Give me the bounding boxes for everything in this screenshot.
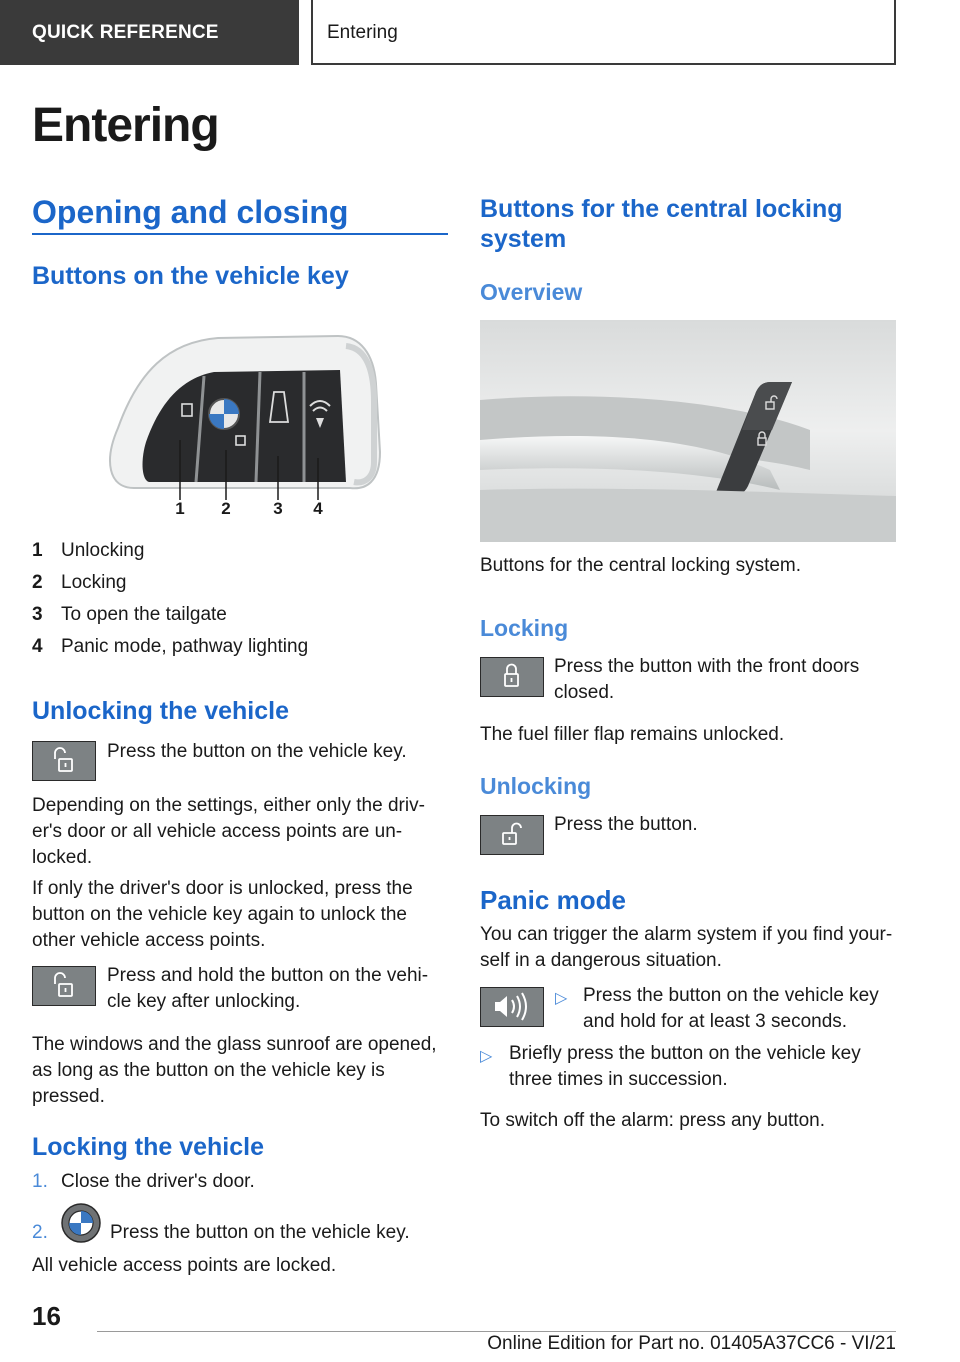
bmw-logo-icon <box>60 1202 102 1244</box>
text-line: er's door or all vehicle access points are un‐ <box>32 821 403 842</box>
key-callout-3: 3 <box>273 499 283 518</box>
heading-locking: Locking <box>480 615 569 641</box>
text-line: cle key after unlocking. <box>107 991 301 1012</box>
bullet-2-text <box>509 1041 861 1093</box>
unlocking-text: Press the button. <box>554 814 698 835</box>
locking-text <box>554 654 859 706</box>
heading-locking-vehicle: Locking the vehicle <box>32 1133 265 1161</box>
legend-num: 3 <box>32 604 43 625</box>
unlock-hold-button-icon <box>32 966 96 1006</box>
unlock-paragraph-2 <box>32 876 413 954</box>
text-line: Depending on the settings, either only the driv‐ <box>32 795 425 816</box>
heading-unlocking: Unlocking <box>480 773 592 799</box>
text-line: Buttons for the central locking <box>480 195 843 223</box>
legend-text: Unlocking <box>61 540 145 561</box>
text-line: If only the driver's door is unlocked, press the <box>32 878 413 899</box>
text-line: system <box>480 225 567 253</box>
text-line: You can trigger the alarm system if you find your‐ <box>480 924 893 945</box>
lock-button-icon <box>480 657 544 697</box>
unlock-button-icon <box>32 741 96 781</box>
unlock-icon <box>33 742 94 779</box>
text-line: and hold for at least 3 seconds. <box>583 1011 848 1032</box>
photo-caption: Buttons for the central locking system. <box>480 555 802 576</box>
header-chapter-tab <box>311 0 896 65</box>
vehicle-key-illustration <box>98 332 382 522</box>
text-line: three times in succession. <box>509 1069 728 1090</box>
heading-panic-mode: Panic mode <box>480 885 626 915</box>
text-line: pressed. <box>32 1086 105 1107</box>
text-line: Briefly press the button on the vehicle key <box>509 1043 861 1064</box>
bullet-triangle-icon: ▷ <box>480 1048 493 1065</box>
step-2-text: Press the button on the vehicle key. <box>110 1222 410 1243</box>
step-1 <box>32 1169 255 1195</box>
legend-item <box>32 634 308 666</box>
legend-num: 4 <box>32 636 43 657</box>
text-line: locked. <box>32 847 93 868</box>
hold-text <box>107 963 428 1015</box>
legend-text: Locking <box>61 572 127 593</box>
key-callout-1: 1 <box>175 499 185 518</box>
heading-buttons-vehicle-key: Buttons on the vehicle key <box>32 262 349 290</box>
alarm-off-text: To switch off the alarm: press any button. <box>480 1110 825 1131</box>
text-line: self in a dangerous situation. <box>480 950 722 971</box>
step-num: 2. <box>32 1222 48 1243</box>
unlock-icon <box>481 816 542 853</box>
fuel-text: The fuel filler flap remains unlocked. <box>480 724 785 745</box>
bullet-1-text <box>583 983 879 1035</box>
unlock-paragraph-1 <box>32 793 425 871</box>
page-title: Entering <box>32 99 219 152</box>
alarm-speaker-icon <box>481 988 542 1025</box>
legend-text: To open the tailgate <box>61 604 227 625</box>
central-locking-door-photo <box>480 320 896 542</box>
heading-central-locking <box>480 194 843 254</box>
header-chapter-label: Entering <box>327 22 398 43</box>
header-section-tab: QUICK REFERENCE <box>0 0 299 65</box>
text-line: other vehicle access points. <box>32 930 266 951</box>
footer-edition: Online Edition for Part no. 01405A37CC6 - VI/21 <box>487 1333 896 1354</box>
panic-button-icon <box>480 987 544 1027</box>
legend-item <box>32 538 308 570</box>
locked-text: All vehicle access points are locked. <box>32 1255 337 1276</box>
unlock-icon <box>33 967 94 1004</box>
windows-paragraph <box>32 1032 437 1110</box>
legend-item <box>32 570 308 602</box>
key-callout-2: 2 <box>221 499 231 518</box>
unlock-door-button-icon <box>480 815 544 855</box>
step-num: 1. <box>32 1171 48 1192</box>
legend-list <box>32 538 308 666</box>
heading-overview: Overview <box>480 279 583 305</box>
step-text: Close the driver's door. <box>61 1171 255 1192</box>
text-line: as long as the button on the vehicle key is <box>32 1060 385 1081</box>
legend-text: Panic mode, pathway lighting <box>61 636 309 657</box>
heading-unlocking-vehicle: Unlocking the vehicle <box>32 697 290 725</box>
text-line: button on the vehicle key again to unlock the <box>32 904 407 925</box>
heading-underline <box>32 233 448 235</box>
text-line: closed. <box>554 682 615 703</box>
legend-item <box>32 602 308 634</box>
text-line: Press the button with the front doors <box>554 656 860 677</box>
key-callout-4: 4 <box>313 499 323 518</box>
legend-num: 1 <box>32 540 43 561</box>
text-line: Press and hold the button on the vehi‐ <box>107 965 429 986</box>
step-2 <box>32 1220 48 1246</box>
unlock-icon-text: Press the button on the vehicle key. <box>107 741 407 762</box>
bullet-triangle-icon: ▷ <box>555 990 568 1007</box>
text-line: Press the button on the vehicle key <box>583 985 879 1006</box>
panic-paragraph <box>480 922 892 974</box>
text-line: The windows and the glass sunroof are opened, <box>32 1034 437 1055</box>
heading-opening-closing: Opening and closing <box>32 194 349 230</box>
legend-num: 2 <box>32 572 43 593</box>
page-number: 16 <box>32 1301 61 1331</box>
lock-icon <box>481 658 542 695</box>
